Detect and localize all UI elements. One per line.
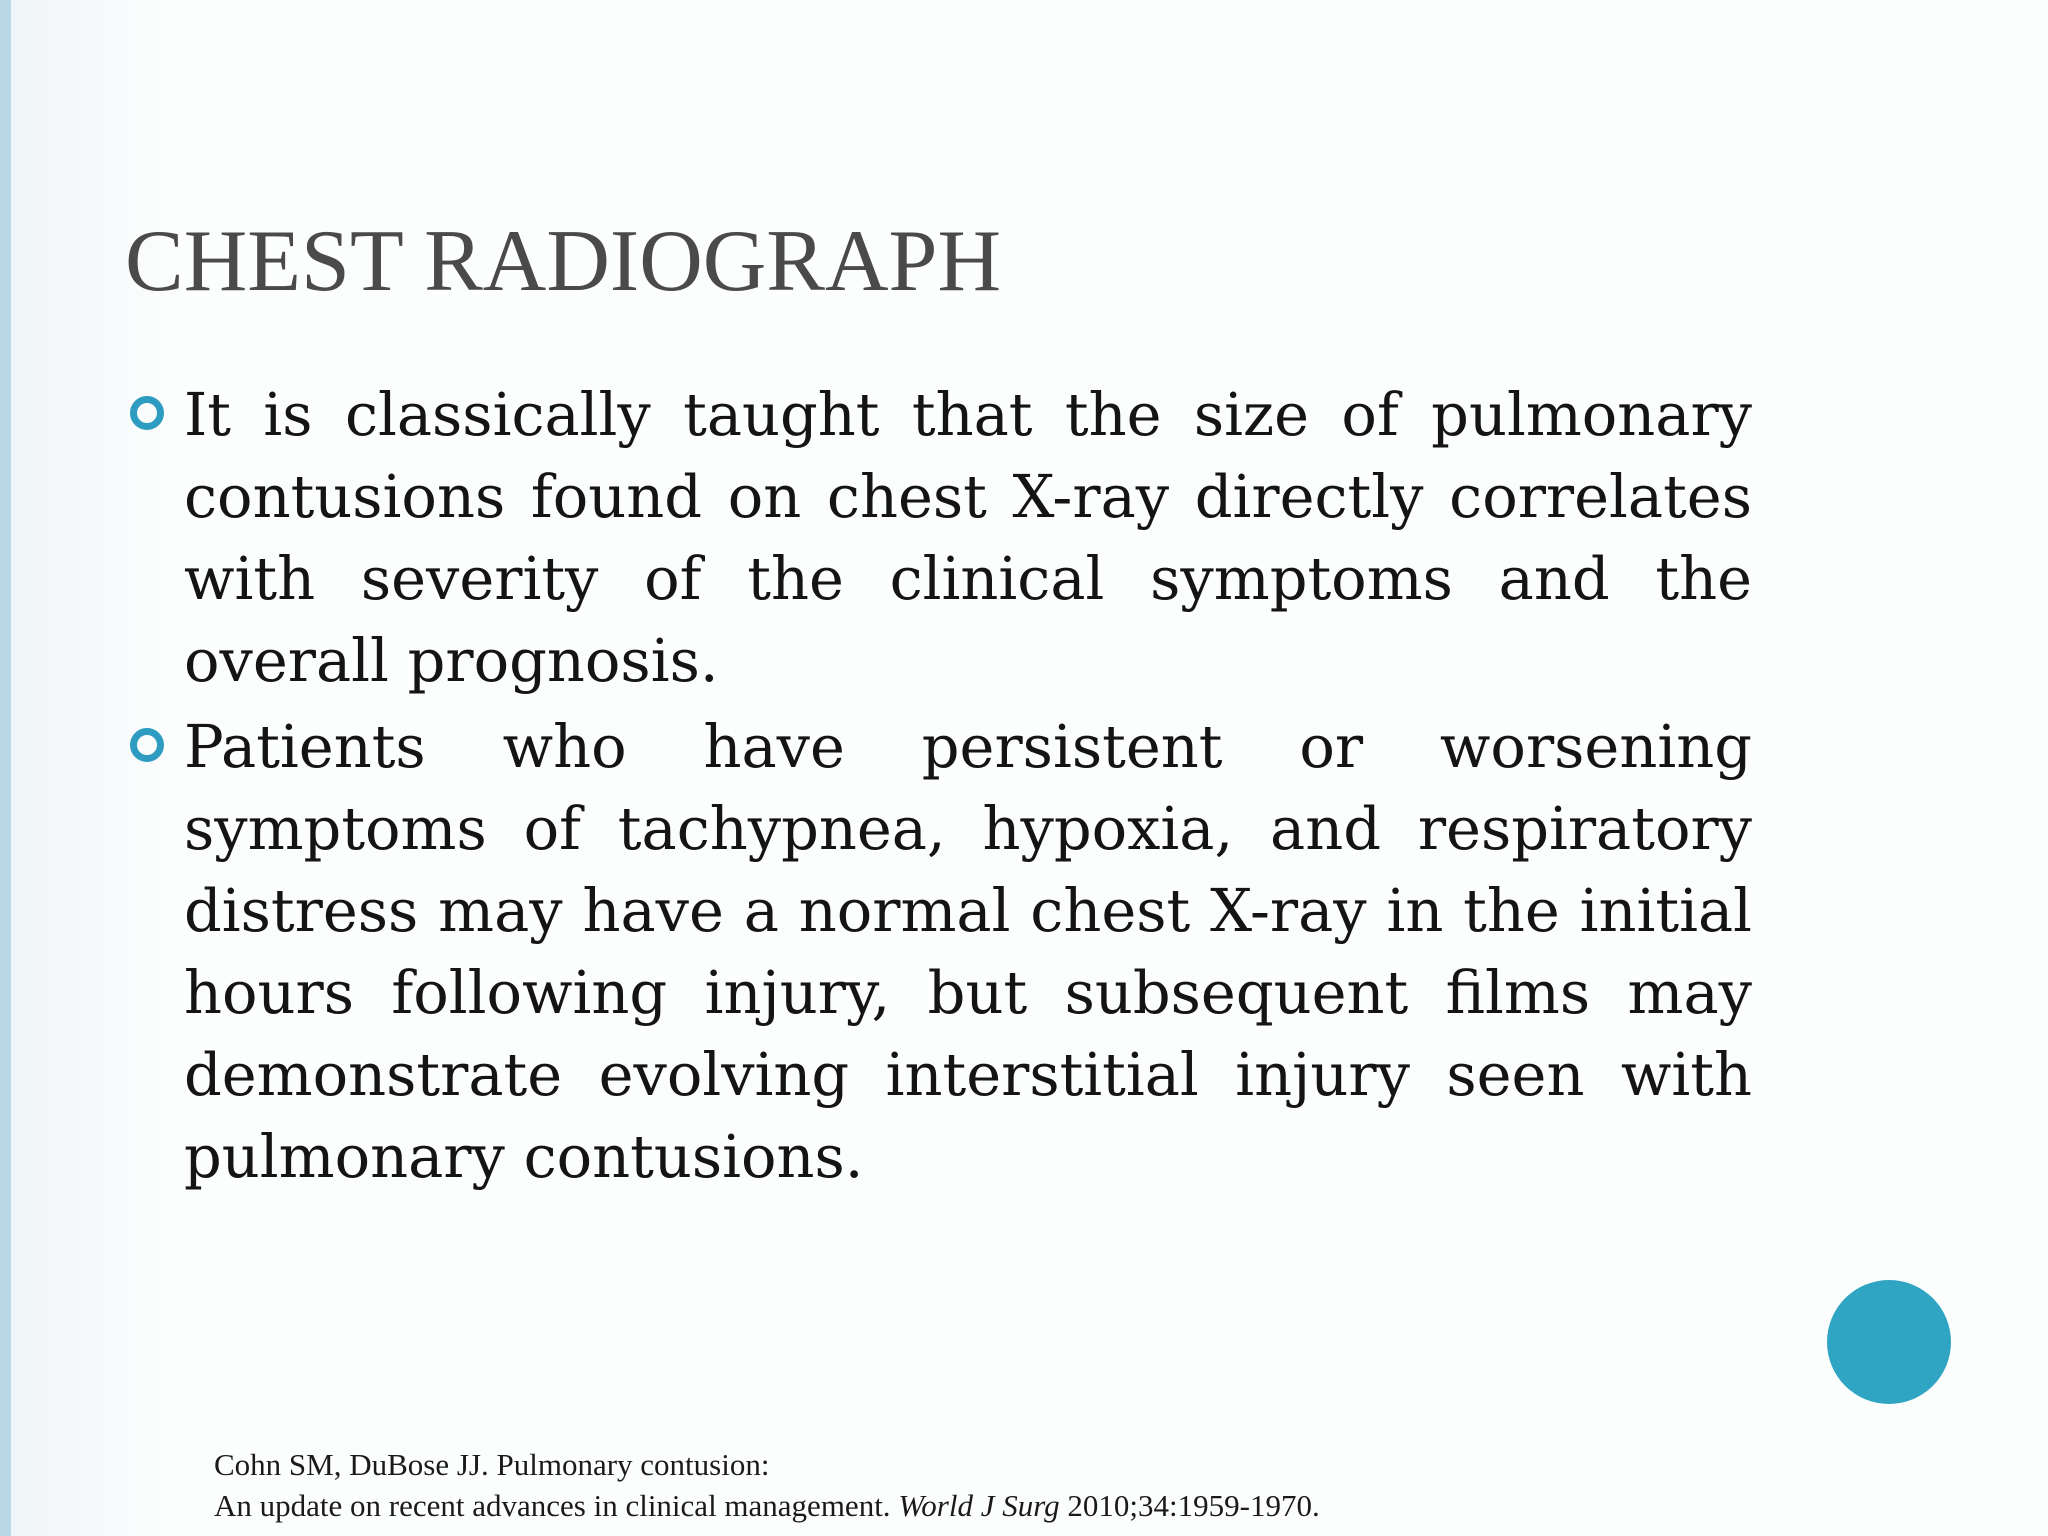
citation-details: 2010;34:1959-1970. xyxy=(1067,1488,1320,1523)
bullet-text: Patients who have persistent or worsening symptoms of tachypnea, hypoxia, and respiratory distress may have a normal chest X-ray in the initial hours following injury, but subsequent films may demonstrate evolving interstitial injury seen with pulmonary contusions. xyxy=(184,712,1752,1191)
citation-title: An update on recent advances in clinical management. xyxy=(214,1488,891,1523)
left-border-stripe xyxy=(0,0,11,1536)
decorative-circle-icon xyxy=(1827,1280,1951,1404)
citation-line-1: Cohn SM, DuBose JJ. Pulmonary contusion: xyxy=(214,1447,770,1482)
bullet-item xyxy=(184,706,1752,1198)
bullet-list xyxy=(184,374,1752,1198)
slide-title: CHEST RADIOGRAPH xyxy=(125,213,1002,310)
bullet-circle-icon xyxy=(130,396,164,430)
bullet-text: It is classically taught that the size of pulmonary contusions found on chest X-ray directly correlates with severity of the clinical symptoms and the overall prognosis. xyxy=(184,380,1752,695)
right-border-frame xyxy=(1955,0,2048,1536)
citation-line-2 xyxy=(214,1485,1320,1526)
bullet-circle-icon xyxy=(130,728,164,762)
bullet-item xyxy=(184,374,1752,702)
citation xyxy=(214,1444,1320,1526)
citation-journal: World J Surg xyxy=(898,1488,1060,1523)
